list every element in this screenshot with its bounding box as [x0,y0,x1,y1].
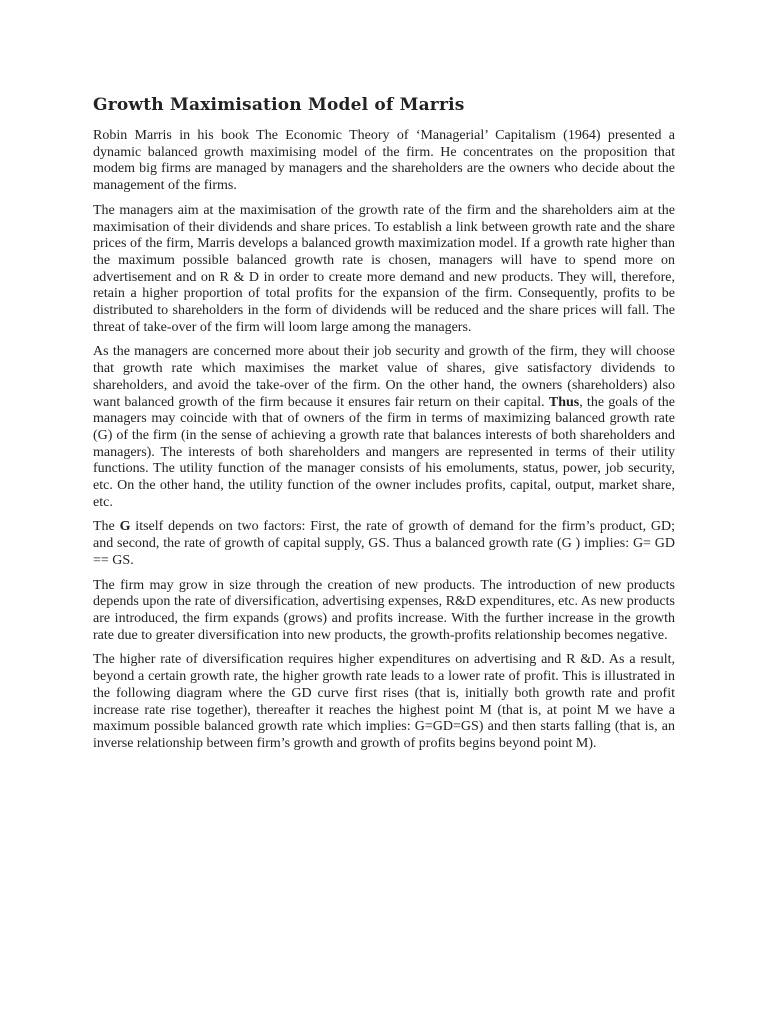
paragraph-new-products: The firm may grow in size through the creation of new products. The introduction of new products depends upon the rate of diversification, advertising expenses, R&D expenditures, etc. As new products are introduced, the firm expands (grows) and profits increase. With the further increase in the growth rate due to greater diversification into new products, the growth-profits relationship becomes negative. [93,577,675,643]
paragraph-job-security-part-2: , the goals of the managers may coincide with that of owners of the firm in terms of maximizing balanced growth rate (G) of the firm (in the sense of achieving a growth rate that balances interests of both shareholders and managers). The interests of both shareholders and mangers are represented in terms of their utility functions. The utility function of the manager consists of his emoluments, status, power, job security, etc. On the other hand, the utility function of the owner includes profits, capital, output, market share, etc. [93,394,675,510]
paragraph-intro: Robin Marris in his book The Economic Theory of ‘Managerial’ Capitalism (1964) presented a dynamic balanced growth maximising model of the firm. He concentrates on the proposition that modem big firms are managed by managers and the shareholders are the owners who decide about the management of the firms. [93,128,675,194]
paragraph-g-factors-part-2: itself depends on two factors: First, the rate of growth of demand for the firm’s product, GD; and second, the rate of growth of capital supply, GS. Thus a balanced growth rate (G ) implies: G= GD == GS. [93,519,676,568]
emphasis-thus: Thus [548,394,580,410]
paragraph-managers-aim: The managers aim at the maximisation of the growth rate of the firm and the shareholders aim at the maximisation of their dividends and share prices. To establish a link between growth rate and the share prices of the firm, Marris develops a balanced growth maximization model. If a growth rate higher than the maximum possible balanced growth rate is chosen, managers will have to spend more on advertisement and on R & D in order to create more demand and new products. They will, therefore, retain a higher proportion of total profits for the expansion of the firm. Consequently, profits to be distributed to shareholders in the form of dividends will be reduced and the share prices will fall. The threat of take-over of the firm will loom large among the managers. [93,202,675,335]
document-title: Growth Maximisation Model of Marris [93,95,465,115]
paragraph-g-factors-part-1: The [93,519,120,535]
paragraph-g-factors [93,519,675,569]
document-page [93,94,675,761]
paragraph-job-security-part-1: As the managers are concerned more about their job security and growth of the firm, they will choose that growth rate which maximises the market value of shares, give satisfactory dividends to shareholders, and avoid the take-over of the firm. On the other hand, the owners (shareholders) also want balanced growth of the firm because it ensures fair return on their capital. [93,344,675,410]
paragraph-diversification: The higher rate of diversification requires higher expenditures on advertising and R &D. As a result, beyond a certain growth rate, the higher growth rate leads to a lower rate of profit. This is illustrated in the following diagram where the GD curve first rises (that is, initially both growth rate and profit increase rate rise together), thereafter it reaches the highest point M (that is, at point M we have a maximum possible balanced growth rate which implies: G=GD=GS) and then starts falling (that is, an inverse relationship between firm’s growth and growth of profits begins beyond point M). [93,652,675,751]
paragraph-job-security [93,344,675,511]
emphasis-g: G [119,519,131,535]
